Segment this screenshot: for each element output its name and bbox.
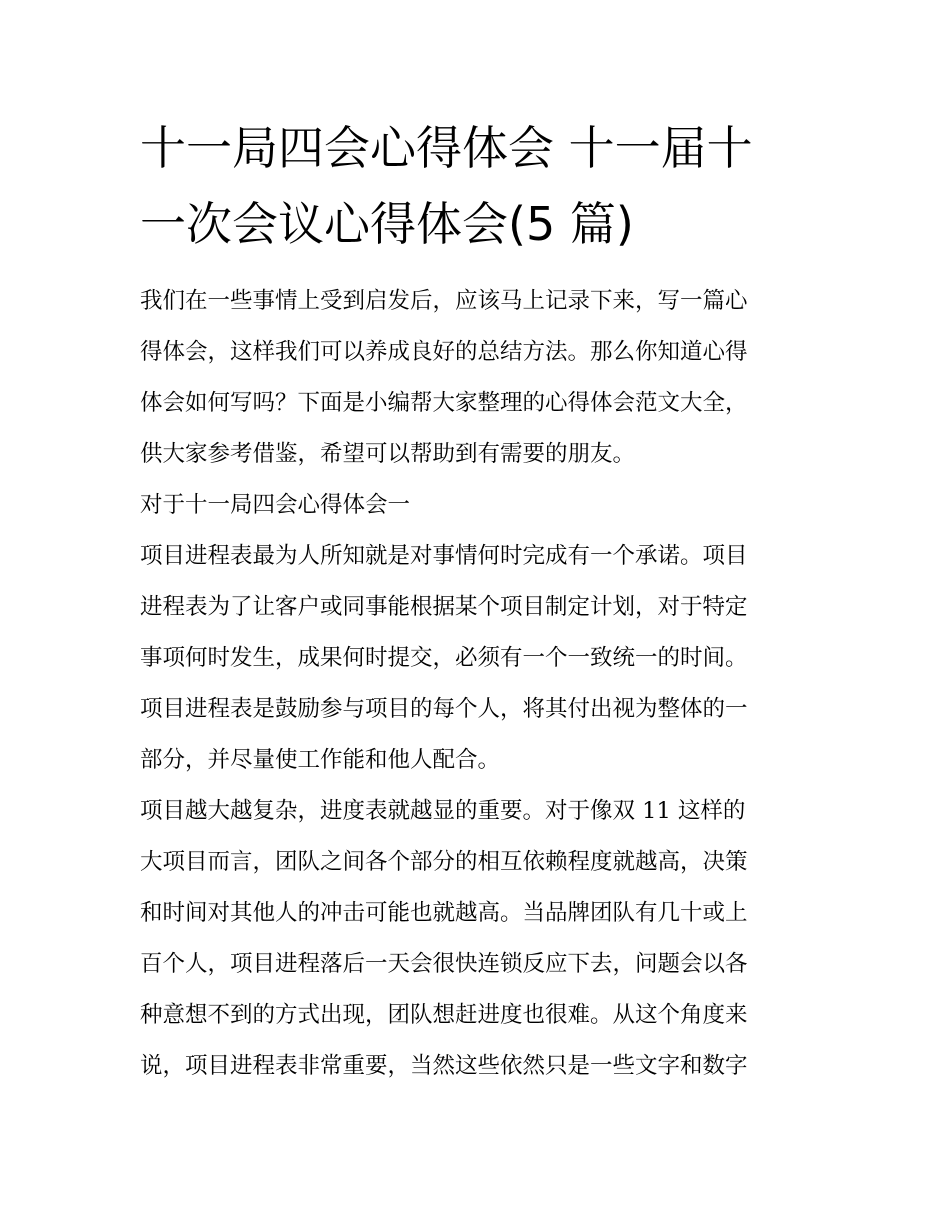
- body-line: 我们在一些事情上受到启发后，应该马上记录下来，写一篇心: [140, 288, 748, 314]
- body-line: 大项目而言，团队之间各个部分的相互依赖程度就越高，决策: [140, 849, 748, 875]
- body-line: 种意想不到的方式出现，团队想赶进度也很难。从这个角度来: [140, 1002, 748, 1028]
- body-line: 供大家参考借鉴，希望可以帮助到有需要的朋友。: [140, 441, 636, 467]
- document-title: [140, 110, 820, 262]
- title-line-1: 十一局四会心得体会 十一届十: [140, 121, 753, 175]
- body-line: 说，项目进程表非常重要，当然这些依然只是一些文字和数字: [140, 1053, 748, 1079]
- body-line: 项目越大越复杂，进度表就越显的重要。对于像双 11 这样的: [140, 798, 746, 824]
- body-line: 部分，并尽量使工作能和他人配合。: [140, 747, 501, 773]
- body-line: 得体会，这样我们可以养成良好的总结方法。那么你知道心得: [140, 339, 748, 365]
- document-body: [140, 276, 820, 1092]
- body-line: 体会如何写吗？下面是小编帮大家整理的心得体会范文大全，: [140, 390, 748, 416]
- body-line: 项目进程表最为人所知就是对事情何时完成有一个承诺。项目: [140, 543, 748, 569]
- section-heading: 对于十一局四会心得体会一: [140, 492, 411, 518]
- body-line: 事项何时发生，成果何时提交，必须有一个一致统一的时间。: [140, 645, 748, 671]
- title-line-2: 一次会议心得体会(5 篇): [140, 197, 634, 251]
- body-line: 项目进程表是鼓励参与项目的每个人，将其付出视为整体的一: [140, 696, 748, 722]
- body-line: 百个人，项目进程落后一天会很快连锁反应下去，问题会以各: [140, 951, 748, 977]
- body-line: 进程表为了让客户或同事能根据某个项目制定计划，对于特定: [140, 594, 748, 620]
- body-line: 和时间对其他人的冲击可能也就越高。当品牌团队有几十或上: [140, 900, 748, 926]
